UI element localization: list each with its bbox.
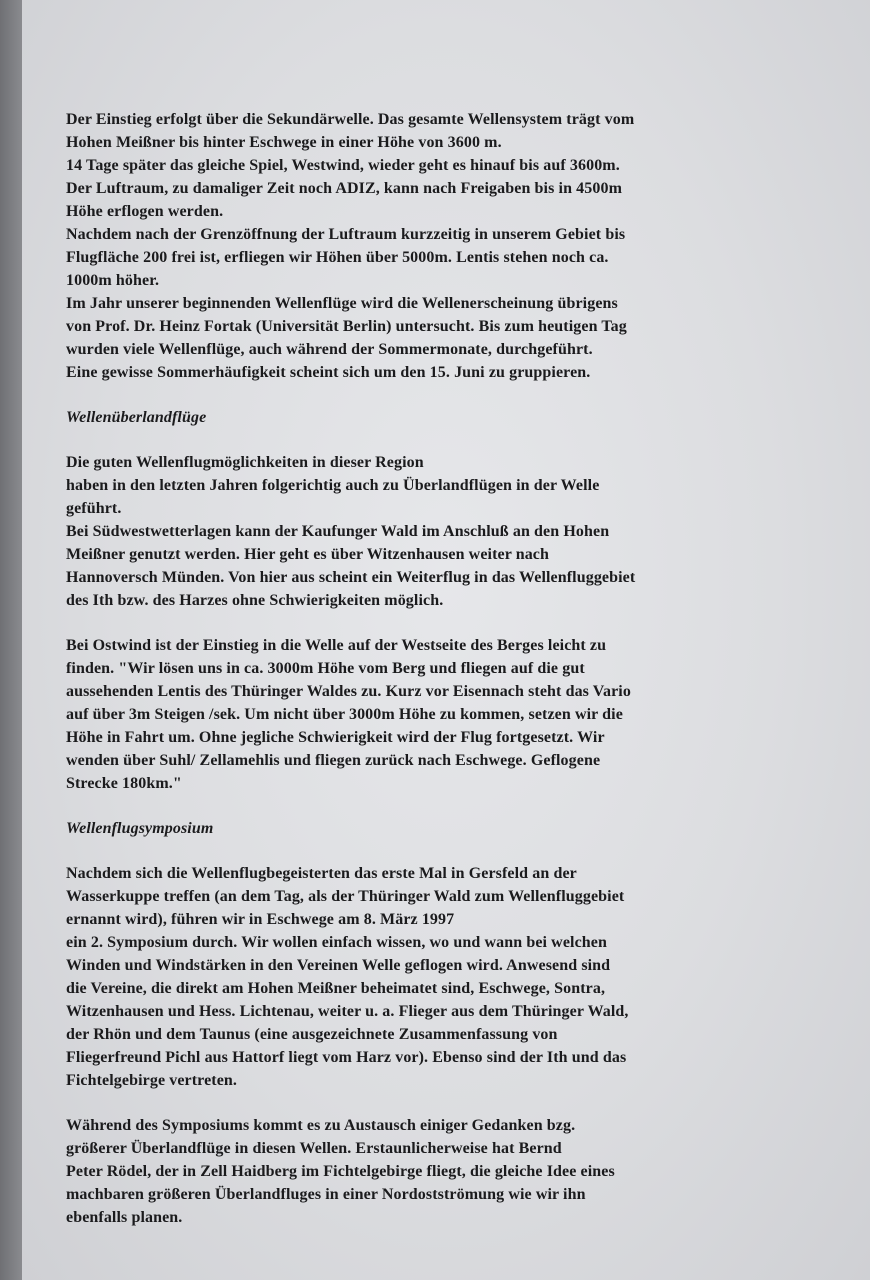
text-line: auf über 3m Steigen /sek. Um nicht über 3000m Höhe zu kommen, setzen wir die — [66, 706, 623, 723]
text-line: Höhe in Fahrt um. Ohne jegliche Schwierigkeit wird der Flug fortgesetzt. Wir — [66, 729, 605, 746]
text-line: Fichtelgebirge vertreten. — [66, 1072, 238, 1089]
text-line: Die guten Wellenflugmöglichkeiten in dieser Region — [66, 454, 424, 471]
text-line: Der Luftraum, zu damaliger Zeit noch ADIZ, kann nach Freigaben bis in 4500m — [66, 180, 622, 197]
text-line: Höhe erflogen werden. — [66, 203, 224, 220]
document-text — [66, 108, 756, 1229]
paragraph-ostwind — [66, 634, 756, 795]
text-line: geführt. — [66, 500, 122, 517]
paragraph-gedankenaustausch — [66, 1114, 756, 1229]
text-line: Peter Rödel, der in Zell Haidberg im Fichtelgebirge fliegt, die gleiche Idee eines — [66, 1163, 615, 1180]
paragraph-wellenflugmoeglichkeiten — [66, 451, 756, 612]
text-line: Eine gewisse Sommerhäufigkeit scheint sich um den 15. Juni zu gruppieren. — [66, 364, 591, 381]
text-line: die Vereine, die direkt am Hohen Meißner beheimatet sind, Eschwege, Sontra, — [66, 980, 606, 997]
spacer — [66, 429, 756, 451]
spacer — [66, 384, 756, 406]
text-line: aussehenden Lentis des Thüringer Waldes zu. Kurz vor Eisennach steht das Vario — [66, 683, 631, 700]
text-line: des Ith bzw. des Harzes ohne Schwierigkeiten möglich. — [66, 592, 444, 609]
text-line: Während des Symposiums kommt es zu Austausch einiger Gedanken bzg. — [66, 1117, 576, 1134]
text-line: größerer Überlandflüge in diesen Wellen. Erstaunlicherweise hat Bernd — [66, 1140, 562, 1157]
text-line: Der Einstieg erfolgt über die Sekundärwelle. Das gesamte Wellensystem trägt vom — [66, 111, 635, 128]
paragraph-einstieg — [66, 108, 756, 384]
text-line: Strecke 180km." — [66, 775, 182, 792]
spacer — [66, 795, 756, 817]
text-line: haben in den letzten Jahren folgerichtig auch zu Überlandflügen in der Welle — [66, 477, 600, 494]
section-heading-wellenflugsymposium: Wellenflugsymposium — [66, 820, 214, 837]
text-line: ernannt wird), führen wir in Eschwege am 8. März 1997 — [66, 911, 455, 928]
text-line: der Rhön und dem Taunus (eine ausgezeichnete Zusammenfassung von — [66, 1026, 558, 1043]
text-line: Nachdem sich die Wellenflugbegeisterten das erste Mal in Gersfeld an der — [66, 865, 577, 882]
text-line: Hannoversch Münden. Von hier aus scheint ein Weiterflug in das Wellenfluggebiet — [66, 569, 636, 586]
text-line: von Prof. Dr. Heinz Fortak (Universität Berlin) untersucht. Bis zum heutigen Tag — [66, 318, 627, 335]
paragraph-symposium — [66, 862, 756, 1092]
text-line: Witzenhausen und Hess. Lichtenau, weiter u. a. Flieger aus dem Thüringer Wald, — [66, 1003, 629, 1020]
spacer — [66, 840, 756, 862]
spacer — [66, 612, 756, 634]
text-line: machbaren größeren Überlandfluges in einer Nordostströmung wie wir ihn — [66, 1186, 586, 1203]
text-line: ein 2. Symposium durch. Wir wollen einfach wissen, wo und wann bei welchen — [66, 934, 607, 951]
text-line: wurden viele Wellenflüge, auch während der Sommermonate, durchgeführt. — [66, 341, 593, 358]
text-line: Meißner genutzt werden. Hier geht es über Witzenhausen weiter nach — [66, 546, 550, 563]
text-line: Fliegerfreund Pichl aus Hattorf liegt vom Harz vor). Ebenso sind der Ith und das — [66, 1049, 627, 1066]
text-line: Bei Südwestwetterlagen kann der Kaufunger Wald im Anschluß an den Hohen — [66, 523, 610, 540]
text-line: finden. "Wir lösen uns in ca. 3000m Höhe vom Berg und fliegen auf die gut — [66, 660, 585, 677]
text-line: 14 Tage später das gleiche Spiel, Westwind, wieder geht es hinauf bis auf 3600m. — [66, 157, 620, 174]
text-line: Bei Ostwind ist der Einstieg in die Welle auf der Westseite des Berges leicht zu — [66, 637, 607, 654]
text-line: Wasserkuppe treffen (an dem Tag, als der Thüringer Wald zum Wellenfluggebiet — [66, 888, 625, 905]
text-line: Hohen Meißner bis hinter Eschwege in einer Höhe von 3600 m. — [66, 134, 502, 151]
text-line: Nachdem nach der Grenzöffnung der Luftraum kurzzeitig in unserem Gebiet bis — [66, 226, 626, 243]
text-line: Flugfläche 200 frei ist, erfliegen wir Höhen über 5000m. Lentis stehen noch ca. — [66, 249, 609, 266]
text-line: 1000m höher. — [66, 272, 160, 289]
text-line: wenden über Suhl/ Zellamehlis und fliegen zurück nach Eschwege. Geflogene — [66, 752, 601, 769]
text-line: ebenfalls planen. — [66, 1209, 183, 1226]
text-line: Winden und Windstärken in den Vereinen Welle geflogen wird. Anwesend sind — [66, 957, 611, 974]
text-line: Im Jahr unserer beginnenden Wellenflüge wird die Wellenerscheinung übrigens — [66, 295, 618, 312]
section-heading-wellenueberlandfluege: Wellenüberlandflüge — [66, 409, 207, 426]
spacer — [66, 1092, 756, 1114]
